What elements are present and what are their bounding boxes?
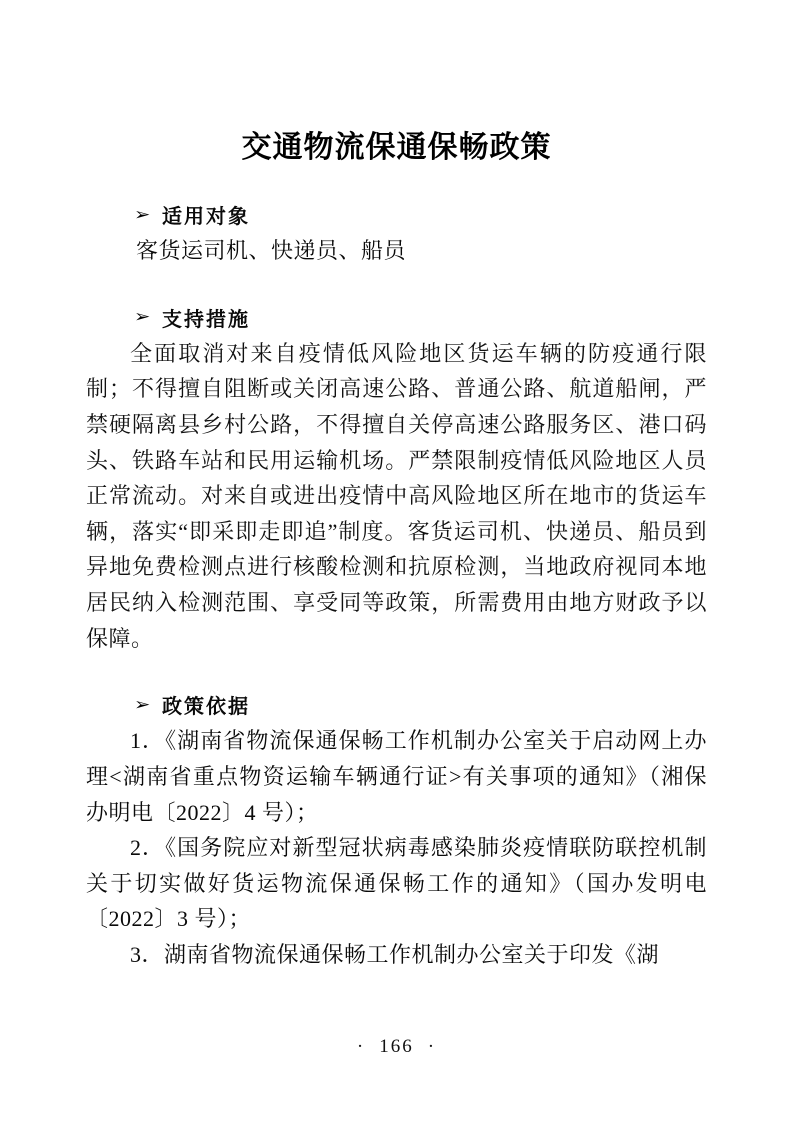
policy-basis-item-3: 3．湖南省物流保通保畅工作机制办公室关于印发《湖 [130,942,660,967]
section-heading-label: 政策依据 [162,694,250,719]
arrow-bullet-icon: ➢ [134,204,151,225]
section-support-measures [86,303,707,657]
section-heading-label: 适用对象 [162,204,250,228]
footer-right-dot: · [427,1036,437,1057]
footer-left-dot: · [356,1036,366,1057]
section-policy-basis [86,690,707,972]
section-applicable-objects [86,200,707,269]
arrow-bullet-icon: ➢ [134,694,151,715]
section-heading-support-measures [86,303,707,332]
page-number: 166 [379,1036,414,1057]
arrow-bullet-icon: ➢ [134,307,151,328]
applicable-objects-text: 客货运司机、快递员、船员 [136,238,407,263]
section-heading-label: 支持措施 [162,306,250,331]
support-measures-paragraph: 全面取消对来自疫情低风险地区货运车辆的防疫通行限制；不得擅自阻断或关闭高速公路、普通公路、航道船闸，严禁硬隔离县乡村公路，不得擅自关停高速公路服务区、港口码头、铁路车站和民用运输机场。严禁限制疫情低风险地区人员正常流动。对来自或进出疫情中高风险地区所在地市的货运车辆，落实“即采即走即追”制度。客货运司机、快递员、船员到异地免费检测点进行核酸检测和抗原检测，当地政府视同本地居民纳入检测范围、享受同等政策，所需费用由地方财政予以保障。 [86,340,707,651]
policy-basis-item-2: 2．《国务院应对新型冠状病毒感染肺炎疫情联防联控机制关于切实做好货运物流保通保畅工作的通知》（国办发明电〔2022〕3 号）； [86,835,707,932]
section-heading-policy-basis [86,690,707,719]
section-heading-applicable-objects [86,200,707,229]
page-footer [0,1036,793,1058]
page-title: 交通物流保通保畅政策 [241,130,552,165]
policy-basis-item-1: 1．《湖南省物流保通保畅工作机制办公室关于启动网上办理<湖南省重点物资运输车辆通行证>有关事项的通知》（湘保办明电〔2022〕4 号）； [86,728,707,825]
